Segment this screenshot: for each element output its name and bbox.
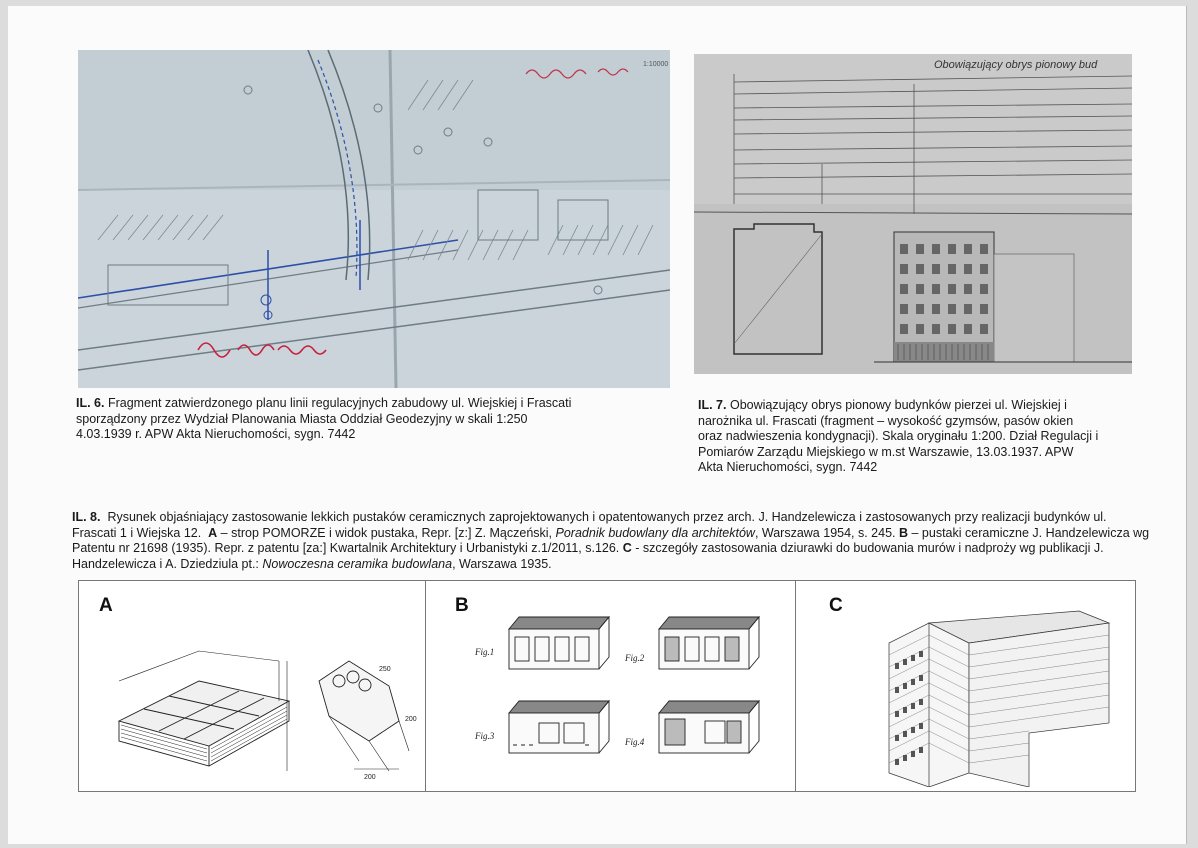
il6-caption-text: Fragment zatwierdzonego planu linii regulacyjnych zabudowy ul. Wiejskiej i Frascati sporządzony przez Wydział Planowania Miasta Oddział Geodezyjny w skali 1:250 4.03.1939 r. APW Akta Nieruchomości, sygn. 7442	[76, 396, 572, 441]
fig3-label: Fig.3	[475, 731, 495, 741]
il7-number: IL. 7.	[698, 398, 727, 412]
panel-a-letter: A	[99, 595, 113, 616]
il7-outline-photo	[694, 54, 1132, 374]
il8-text-6: , Warszawa 1935.	[452, 556, 552, 571]
drawing-title: Obowiązujący obrys pionowy bud	[934, 59, 1098, 71]
il8-text-5: - szczegóły zastosowania dziurawki do budowania murów i nadproży wg publikacji J. Handzelewicza i A. Dziedziula pt.:	[72, 541, 1104, 571]
il6-number: IL. 6.	[76, 396, 105, 410]
il8-number: IL. 8.	[72, 510, 101, 524]
il6-plan-photo	[78, 50, 670, 388]
fig1-label: Fig.1	[475, 647, 495, 657]
document-page	[8, 6, 1187, 844]
plan-drawing	[78, 50, 670, 388]
il8-label-b: B	[899, 525, 909, 540]
dim-label-1: 200	[364, 774, 376, 781]
panel-a-drawing	[99, 621, 419, 781]
dim-label-3: 250	[379, 666, 391, 673]
il7-caption-text: Obowiązujący obrys pionowy budynków pierzei ul. Wiejskiej i narożnika ul. Frascati (fragment – wysokość gzymsów, pasów okien oraz nadwieszenia kondygnacji). Skala oryginału 1:200. Dział Regulacji i Pomiarów Zarządu Miejskiego w m.st Warszawie, 13.03.1937. APW Akta Nieruchomości, sygn. 7442	[698, 398, 1099, 474]
fig4-label: Fig.4	[625, 737, 645, 747]
panel-b-letter: B	[455, 595, 469, 616]
panel-c-drawing	[859, 603, 1129, 787]
il8-text-3: , Warszawa 1954, s. 245.	[754, 525, 899, 540]
panel-b-drawing	[469, 609, 789, 785]
panel-divider-1	[425, 581, 426, 791]
il8-book-title: Poradnik budowlany dla architektów	[555, 525, 755, 540]
il7-caption	[698, 398, 1178, 476]
panel-divider-2	[795, 581, 796, 791]
il8-label-a: A	[208, 525, 218, 540]
il8-panels	[78, 580, 1136, 792]
fig2-label: Fig.2	[625, 653, 645, 663]
scale-label: 1:10000	[643, 61, 669, 68]
dim-label-2: 200	[405, 716, 417, 723]
il8-text-4: – pustaki ceramiczne J. Handzelewicza wg Patentu nr 21698 (1935). Repr. z patentu [za:] Kwartalnik Architektury i Urbanistyki z.1/2011, s.126.	[72, 525, 1150, 555]
il8-publication-title: Nowoczesna ceramika budowlana	[262, 556, 453, 571]
panel-c-letter: C	[829, 595, 843, 616]
il8-text-2: – strop POMORZE i widok pustaka, Repr. [z:] Z. Mączeński,	[217, 525, 556, 540]
il8-label-c: C	[622, 541, 632, 555]
il8-text-1: Rysunek objaśniający zastosowanie lekkich pustaków ceramicznych zaprojektowanych i opatentowanych przez arch. J. Handzelewicza i zastosowanych przy realizacji budynków ul. Frascati 1 i Wiejska 12.	[72, 510, 1107, 540]
elevation-drawing	[694, 54, 1132, 374]
il8-caption	[72, 510, 1152, 572]
il6-caption	[76, 396, 676, 443]
